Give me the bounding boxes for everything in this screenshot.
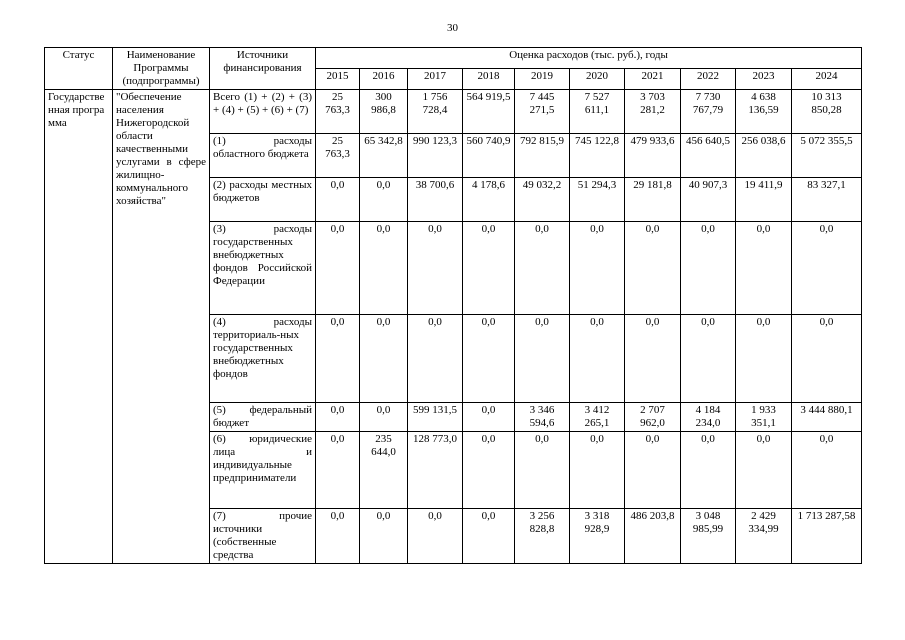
value-cell: 40 907,3 xyxy=(681,178,736,222)
value-cell: 3 703 281,2 xyxy=(625,90,681,134)
value-cell: 456 640,5 xyxy=(681,134,736,178)
value-cell: 0,0 xyxy=(681,222,736,315)
value-cell: 0,0 xyxy=(681,315,736,403)
value-cell: 2 429 334,99 xyxy=(736,509,792,564)
value-cell: 83 327,1 xyxy=(792,178,862,222)
value-cell: 5 072 355,5 xyxy=(792,134,862,178)
sources-header: Источники финансирования xyxy=(210,48,316,90)
value-cell: 4 178,6 xyxy=(463,178,515,222)
value-cell: 990 123,3 xyxy=(408,134,463,178)
value-cell: 235 644,0 xyxy=(360,432,408,509)
source-cell: (4) расходы территориаль-ных государственных внебюджетных фондов xyxy=(210,315,316,403)
value-cell: 4 184 234,0 xyxy=(681,403,736,432)
value-cell: 38 700,6 xyxy=(408,178,463,222)
value-cell: 0,0 xyxy=(360,509,408,564)
estimate-header: Оценка расходов (тыс. руб.), годы xyxy=(316,48,862,69)
value-cell: 599 131,5 xyxy=(408,403,463,432)
value-cell: 3 346 594,6 xyxy=(515,403,570,432)
value-cell: 1 713 287,58 xyxy=(792,509,862,564)
budget-table xyxy=(44,47,862,564)
value-cell: 0,0 xyxy=(625,315,681,403)
value-cell: 0,0 xyxy=(360,178,408,222)
value-cell: 0,0 xyxy=(316,222,360,315)
value-cell: 1 756 728,4 xyxy=(408,90,463,134)
value-cell: 7 527 611,1 xyxy=(570,90,625,134)
value-cell: 0,0 xyxy=(570,315,625,403)
value-cell: 300 986,8 xyxy=(360,90,408,134)
year-header: 2023 xyxy=(736,69,792,90)
value-cell: 3 318 928,9 xyxy=(570,509,625,564)
source-cell: Всего (1) + (2) + (3) + (4) + (5) + (6) + (7) xyxy=(210,90,316,134)
program-name-cell: "Обеспечение населения Нижегородской области качественными услугами в сфере жилищно-коммунального хозяйства" xyxy=(113,90,210,564)
value-cell: 479 933,6 xyxy=(625,134,681,178)
source-cell: (3) расходы государственных внебюджетных фондов Российской Федерации xyxy=(210,222,316,315)
value-cell: 0,0 xyxy=(625,432,681,509)
value-cell: 0,0 xyxy=(736,222,792,315)
source-cell: (1) расходы областного бюджета xyxy=(210,134,316,178)
value-cell: 0,0 xyxy=(360,315,408,403)
year-header: 2018 xyxy=(463,69,515,90)
value-cell: 0,0 xyxy=(463,222,515,315)
value-cell: 560 740,9 xyxy=(463,134,515,178)
table-row xyxy=(45,90,862,134)
value-cell: 0,0 xyxy=(463,509,515,564)
year-header: 2019 xyxy=(515,69,570,90)
value-cell: 0,0 xyxy=(408,222,463,315)
value-cell: 3 412 265,1 xyxy=(570,403,625,432)
value-cell: 0,0 xyxy=(316,509,360,564)
value-cell: 0,0 xyxy=(360,403,408,432)
value-cell: 65 342,8 xyxy=(360,134,408,178)
value-cell: 1 933 351,1 xyxy=(736,403,792,432)
value-cell: 3 256 828,8 xyxy=(515,509,570,564)
value-cell: 0,0 xyxy=(408,509,463,564)
value-cell: 0,0 xyxy=(515,432,570,509)
value-cell: 0,0 xyxy=(316,178,360,222)
value-cell: 0,0 xyxy=(570,222,625,315)
status-cell: Государственная программа xyxy=(45,90,113,564)
year-header: 2015 xyxy=(316,69,360,90)
value-cell: 745 122,8 xyxy=(570,134,625,178)
value-cell: 0,0 xyxy=(515,222,570,315)
source-cell: (6) юридические лица и индивидуальные предприниматели xyxy=(210,432,316,509)
program-name-header: Наименование Программы (подпрограммы) xyxy=(113,48,210,90)
source-cell: (2) расходы местных бюджетов xyxy=(210,178,316,222)
source-cell: (7) прочие источники (собственные средства xyxy=(210,509,316,564)
value-cell: 10 313 850,28 xyxy=(792,90,862,134)
value-cell: 2 707 962,0 xyxy=(625,403,681,432)
value-cell: 4 638 136,59 xyxy=(736,90,792,134)
year-header: 2021 xyxy=(625,69,681,90)
value-cell: 0,0 xyxy=(736,315,792,403)
value-cell: 0,0 xyxy=(463,315,515,403)
status-header: Статус xyxy=(45,48,113,90)
year-header: 2024 xyxy=(792,69,862,90)
value-cell: 0,0 xyxy=(736,432,792,509)
value-cell: 51 294,3 xyxy=(570,178,625,222)
value-cell: 0,0 xyxy=(515,315,570,403)
value-cell: 256 038,6 xyxy=(736,134,792,178)
value-cell: 0,0 xyxy=(360,222,408,315)
value-cell: 0,0 xyxy=(625,222,681,315)
value-cell: 7 730 767,79 xyxy=(681,90,736,134)
year-header: 2022 xyxy=(681,69,736,90)
value-cell: 564 919,5 xyxy=(463,90,515,134)
value-cell: 0,0 xyxy=(792,315,862,403)
value-cell: 0,0 xyxy=(316,315,360,403)
value-cell: 7 445 271,5 xyxy=(515,90,570,134)
value-cell: 0,0 xyxy=(463,432,515,509)
value-cell: 0,0 xyxy=(316,432,360,509)
value-cell: 29 181,8 xyxy=(625,178,681,222)
value-cell: 0,0 xyxy=(316,403,360,432)
value-cell: 3 444 880,1 xyxy=(792,403,862,432)
value-cell: 0,0 xyxy=(681,432,736,509)
header-row xyxy=(45,48,862,69)
value-cell: 0,0 xyxy=(463,403,515,432)
value-cell: 128 773,0 xyxy=(408,432,463,509)
year-header: 2020 xyxy=(570,69,625,90)
value-cell: 0,0 xyxy=(570,432,625,509)
value-cell: 0,0 xyxy=(792,222,862,315)
year-header: 2016 xyxy=(360,69,408,90)
page-number: 30 xyxy=(447,22,458,34)
value-cell: 49 032,2 xyxy=(515,178,570,222)
value-cell: 792 815,9 xyxy=(515,134,570,178)
value-cell: 25 763,3 xyxy=(316,134,360,178)
value-cell: 19 411,9 xyxy=(736,178,792,222)
source-cell: (5) федеральный бюджет xyxy=(210,403,316,432)
value-cell: 3 048 985,99 xyxy=(681,509,736,564)
value-cell: 0,0 xyxy=(792,432,862,509)
year-header: 2017 xyxy=(408,69,463,90)
value-cell: 486 203,8 xyxy=(625,509,681,564)
value-cell: 25 763,3 xyxy=(316,90,360,134)
value-cell: 0,0 xyxy=(408,315,463,403)
